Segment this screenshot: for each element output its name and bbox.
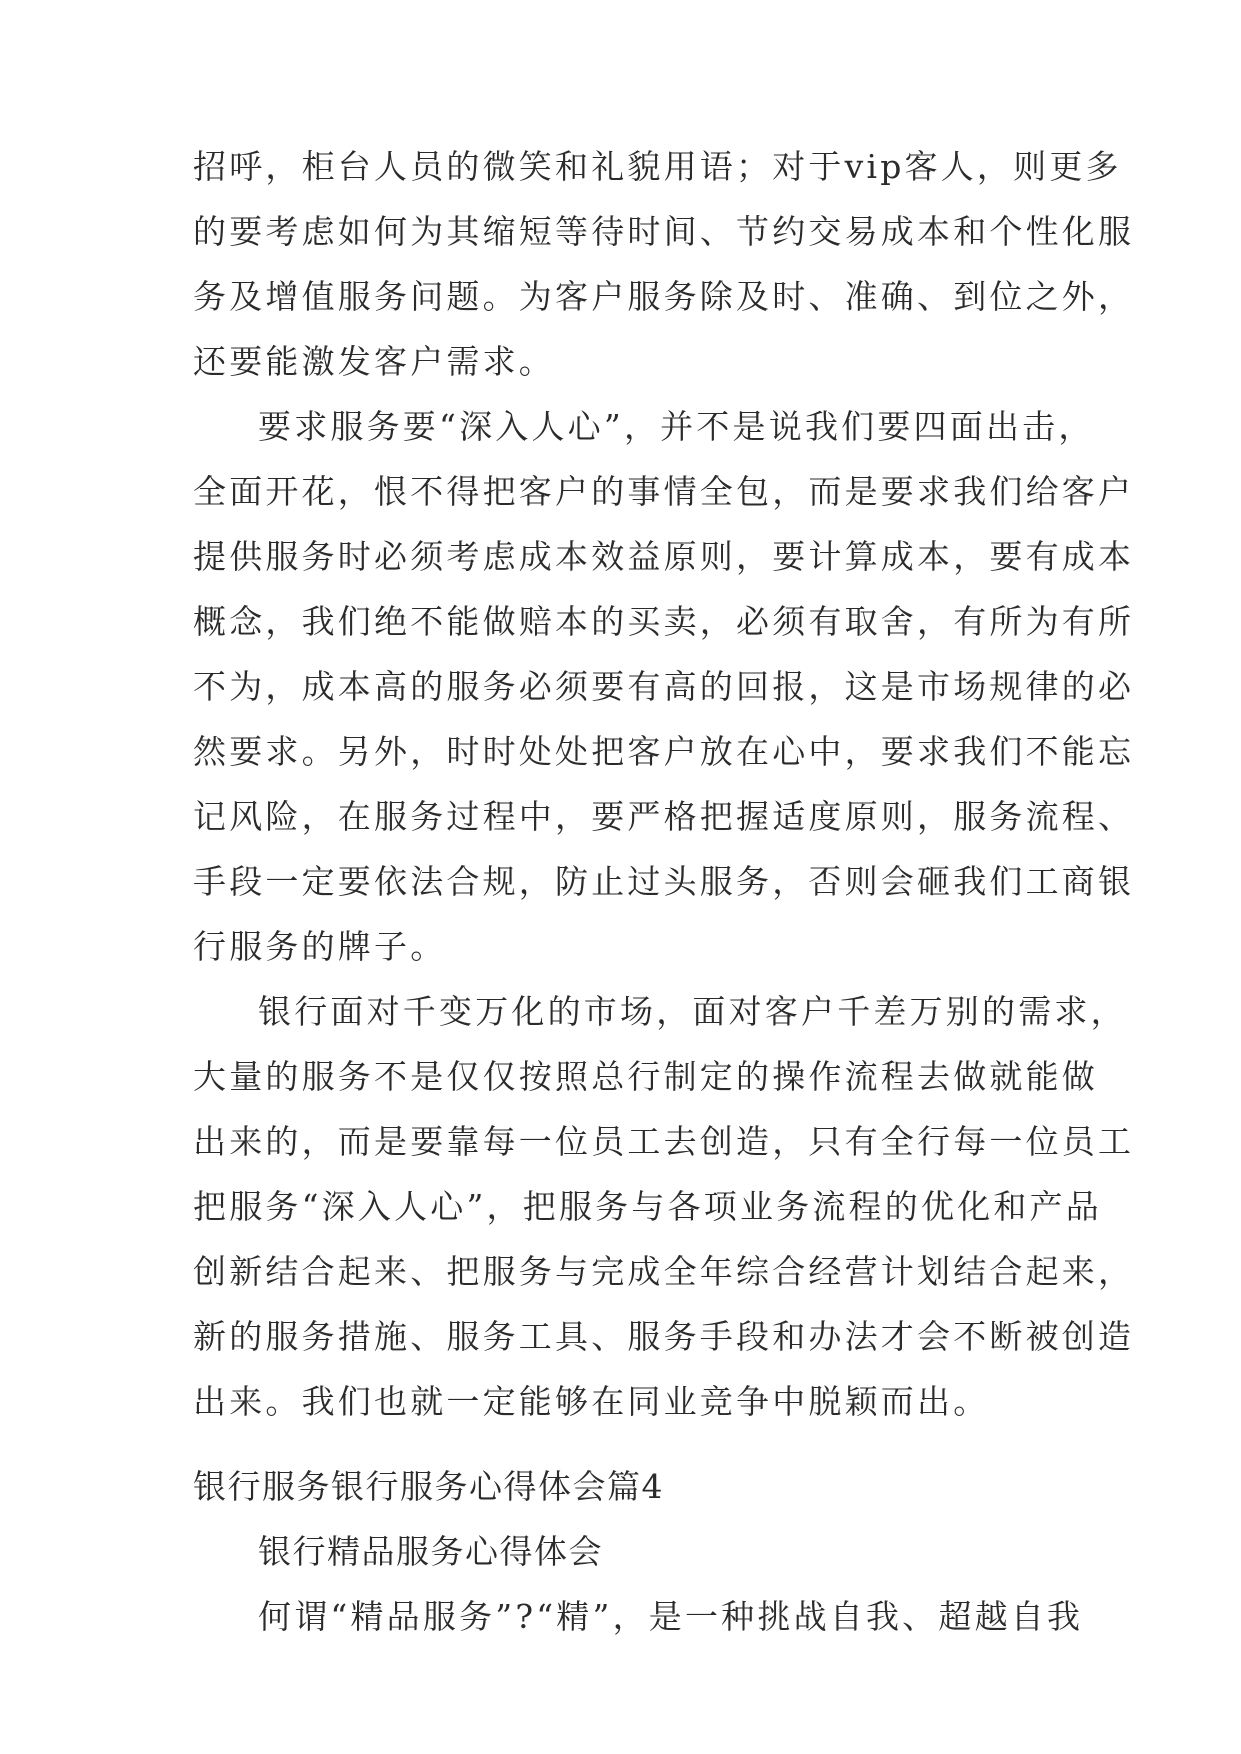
text-line: 全面开花，恨不得把客户的事情全包，而是要求我们给客户 [193,472,1135,511]
text-line: 何谓“精品服务”?“精”，是一种挑战自我、超越自我 [258,1597,1084,1636]
text-line: 出来的，而是要靠每一位员工去创造，只有全行每一位员工 [193,1122,1135,1161]
text-line: 不为，成本高的服务必须要有高的回报，这是市场规律的必 [193,667,1135,706]
text-line: 行服务的牌子。 [193,927,447,966]
text-line: 要求服务要“深入人心”，并不是说我们要四面出击， [258,407,1095,446]
text-line: 银行面对千变万化的市场，面对客户千差万别的需求， [258,992,1127,1031]
text-line: 新的服务措施、服务工具、服务手段和办法才会不断被创造 [193,1317,1135,1356]
text-line: 提供服务时必须考虑成本效益原则，要计算成本，要有成本 [193,537,1135,576]
text-line: 创新结合起来、把服务与完成全年综合经营计划结合起来， [193,1252,1135,1291]
text-line: 大量的服务不是仅仅按照总行制定的操作流程去做就能做 [193,1057,1098,1096]
text-line: 还要能激发客户需求。 [193,342,555,381]
text-line: 的要考虑如何为其缩短等待时间、节约交易成本和个性化服 [193,212,1135,251]
text-line: 把服务“深入人心”，把服务与各项业务流程的优化和产品 [193,1187,1102,1226]
article-subtitle: 银行精品服务心得体会 [258,1532,603,1571]
text-line: 记风险，在服务过程中，要严格把握适度原则，服务流程、 [193,797,1135,836]
text-line: 招呼，柜台人员的微笑和礼貌用语；对于vip客人，则更多 [193,147,1122,186]
section-heading: 银行服务银行服务心得体会篇4 [193,1467,664,1506]
text-line: 务及增值服务问题。为客户服务除及时、准确、到位之外， [193,277,1135,316]
text-line: 概念，我们绝不能做赔本的买卖，必须有取舍，有所为有所 [193,602,1135,641]
text-line: 然要求。另外，时时处处把客户放在心中，要求我们不能忘 [193,732,1135,771]
text-line: 手段一定要依法合规，防止过头服务，否则会砸我们工商银 [193,862,1135,901]
text-line: 出来。我们也就一定能够在同业竞争中脱颖而出。 [193,1382,990,1421]
